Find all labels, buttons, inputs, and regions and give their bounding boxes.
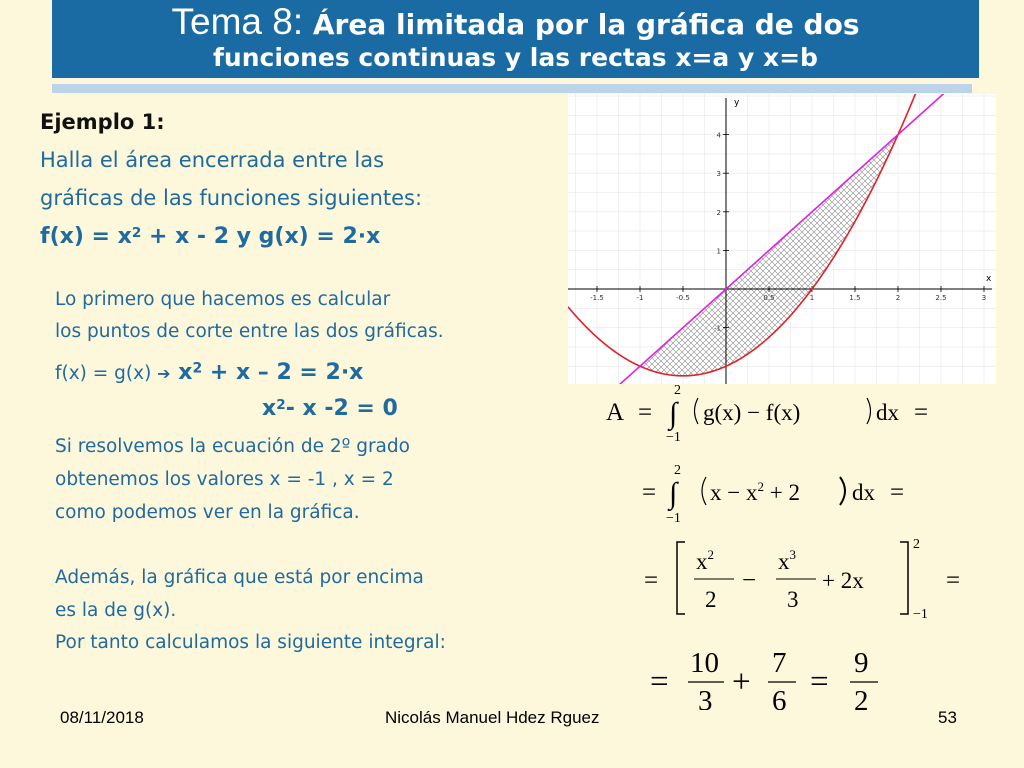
title-rest: Área limitada por la gráfica de dos: [312, 8, 860, 41]
body-line-1: Lo primero que hacemos es calcular: [55, 289, 391, 310]
x-tick-label: -1: [636, 294, 644, 302]
footer-author: Nicolás Manuel Hdez Rguez: [385, 708, 600, 727]
footer-date: 08/11/2018: [60, 708, 144, 727]
body-line-5: como podemos ver en la gráfica.: [55, 502, 360, 523]
integral-lower-1: −1: [666, 430, 681, 445]
func-f-b: + x - 2 y g(x) = 2·x: [141, 224, 381, 249]
x-tick-label: 1: [809, 294, 815, 302]
y-axis-label: y: [734, 98, 740, 108]
x-tick-label: 1.5: [849, 294, 861, 302]
line-curve: [568, 94, 996, 384]
integrand-1: g(x) − f(x): [703, 400, 801, 425]
eq-lhs: f(x) = g(x): [55, 363, 158, 384]
eq-rhs-b: + x – 2 = 2·x: [202, 360, 364, 385]
func-f-exponent: 2: [131, 224, 142, 241]
func-f-a: f(x) = x: [40, 224, 132, 249]
dx-1: dx: [876, 400, 899, 425]
bracket-upper: 2: [913, 537, 920, 552]
frac1-denominator: 2: [705, 587, 717, 612]
prompt-line-1: Halla el área encerrada entre las: [40, 148, 385, 172]
y-tick-label: 2: [716, 208, 721, 217]
function-graph: [568, 94, 996, 384]
y-tick-label: 3: [716, 170, 721, 179]
x-tick-label: -0.5: [676, 294, 690, 302]
equals-3b: =: [946, 567, 961, 594]
prompt-line-2: gráficas de las funciones siguientes:: [40, 186, 423, 210]
eq2-b: - x -2 = 0: [285, 396, 398, 421]
paren-open-1: [695, 398, 699, 424]
body-line-6: Además, la gráfica que está por encima: [55, 567, 424, 588]
arrow-icon: ➔: [157, 364, 171, 383]
plus-term-3: + 2x: [822, 568, 864, 593]
slide-title-line1: [52, 3, 979, 44]
paren-close-2: [840, 477, 845, 505]
slide-title-line2: funciones continuas y las rectas x=a y x=b: [213, 43, 818, 72]
integral-upper-1: 2: [674, 383, 681, 398]
bracket-close: [900, 542, 908, 614]
equals-1b: =: [914, 399, 929, 426]
example-heading: Ejemplo 1:: [40, 110, 165, 134]
integral-sign-1: ∫: [669, 397, 678, 430]
bracket-open: [677, 542, 685, 614]
parabola-curve: [568, 94, 995, 376]
footer-page-number: 53: [938, 708, 957, 727]
body-line-3: Si resolvemos la ecuación de 2º grado: [55, 436, 410, 457]
x-tick-label: -1.5: [590, 294, 604, 302]
title-underline: [52, 84, 972, 93]
equals-2: =: [642, 479, 657, 506]
title-bar: [52, 0, 979, 78]
eq2-a: x: [262, 396, 277, 421]
dx-2: dx: [852, 480, 875, 505]
equals-4: =: [650, 664, 669, 700]
integral-lower-2: −1: [666, 511, 681, 526]
frac1-numerator: $x^2$: [696, 547, 714, 574]
equals-3: =: [644, 567, 659, 594]
frac-7-denominator: 6: [772, 685, 787, 710]
frac-9-denominator: 2: [854, 685, 869, 710]
eq-rhs-a: x: [170, 360, 193, 385]
paren-open-2: [702, 477, 706, 505]
x-tick-label: 2.5: [935, 294, 947, 302]
frac-10-numerator: 10: [690, 647, 719, 679]
equation-line: [55, 360, 363, 385]
title-prefix: Tema 8:: [171, 1, 304, 42]
y-tick-label: -1: [714, 324, 721, 333]
plus-4: +: [732, 664, 751, 700]
x-tick-label: 2: [895, 294, 901, 302]
minus-3: −: [742, 567, 757, 594]
x-axis-label: x: [986, 274, 992, 284]
body-line-8: Por tanto calculamos la siguiente integral:: [55, 632, 446, 653]
bracket-lower: −1: [913, 607, 928, 622]
frac2-denominator: 3: [787, 587, 799, 612]
integral-derivation: [560, 380, 1000, 710]
function-definitions: [40, 224, 380, 249]
equals-1: =: [638, 399, 653, 426]
frac-9-numerator: 9: [854, 647, 869, 679]
frac-7-numerator: 7: [772, 647, 787, 679]
body-line-2: los puntos de corte entre las dos gráficas.: [55, 321, 444, 342]
y-tick-label: 1: [716, 247, 721, 256]
integral-upper-2: 2: [674, 463, 681, 478]
integral-sign-2: ∫: [669, 477, 678, 510]
area-symbol: A: [606, 399, 625, 426]
body-line-7: es la de g(x).: [55, 600, 177, 621]
eq2-exponent: 2: [276, 396, 286, 413]
body-line-4: obtenemos los valores x = -1 , x = 2: [55, 469, 394, 490]
frac-10-denominator: 3: [698, 685, 713, 710]
equals-4b: =: [810, 664, 829, 700]
y-tick-label: 4: [716, 131, 721, 140]
x-tick-label: 3: [981, 294, 987, 302]
eq-rhs-exponent: 2: [192, 360, 203, 377]
graph-svg: [568, 94, 996, 384]
equals-2b: =: [890, 479, 905, 506]
x-tick-label: 0.5: [763, 294, 775, 302]
integrand-2: $x - x^2 + 2$: [710, 479, 800, 505]
paren-close-1: [867, 398, 871, 424]
frac2-numerator: $x^3$: [778, 547, 796, 574]
quadratic-equation: [262, 396, 398, 421]
